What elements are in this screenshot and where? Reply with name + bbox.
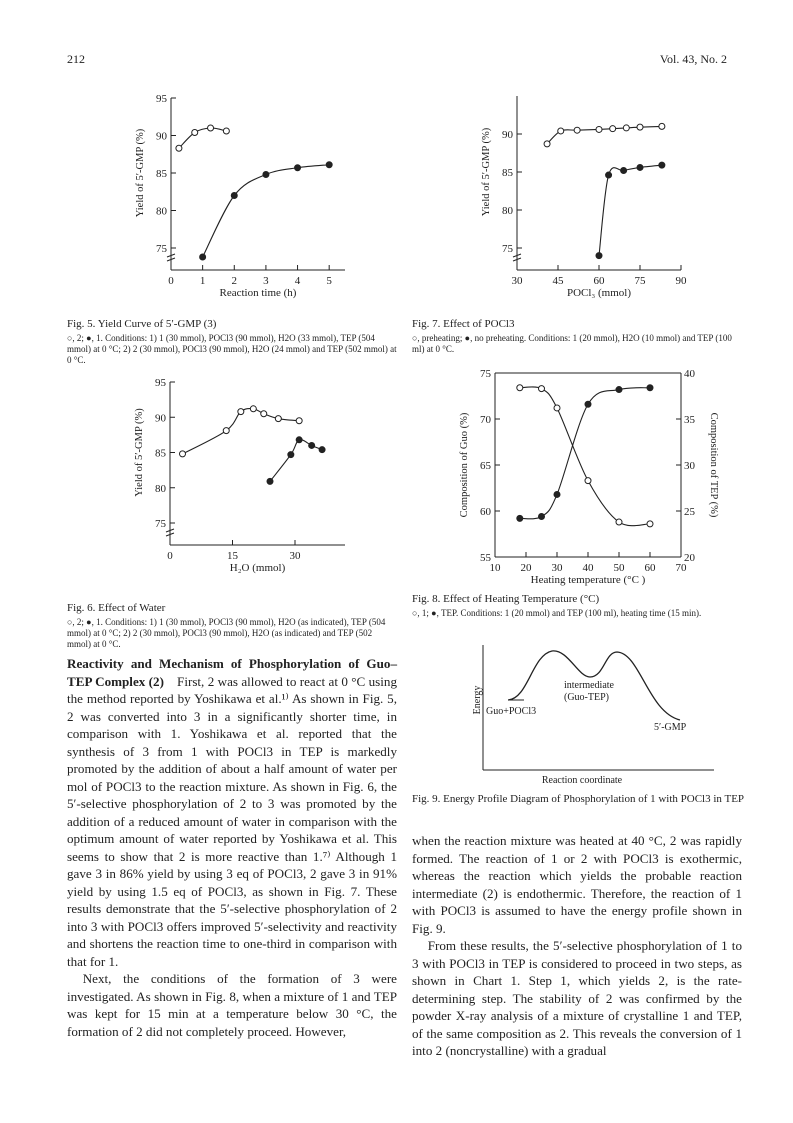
fig6-x-label: H₂O (mmol) [229,562,286,574]
fig5-ytick-label: 85 [156,168,167,180]
fig8-ytick-label: 65 [480,460,491,472]
fig6-xtick-label: 0 [167,550,173,562]
fig5-ytick-label: 75 [156,243,167,255]
fig6-ytick-label: 80 [155,482,166,495]
fig9-x-label: Reaction coordinate [541,775,623,786]
fig8-y2tick-label: 35 [684,414,695,426]
section-heading: Reactivity and Mechanism of Phosphorylation of Guo–TEP Complex (2) [67,656,397,689]
fig7-xtick-label: 45 [552,275,564,287]
fig8-xtick-label: 30 [551,562,563,574]
fig8-ytick-label: 70 [480,414,491,426]
fig8-y2tick-label: 40 [684,368,695,380]
fig5-ytick-label: 80 [156,205,167,218]
fig8-xtick-label: 10 [489,562,501,574]
fig5-caption-title: Fig. 5. Yield Curve of 5′-GMP (3) [67,318,217,330]
fig7-x-label: POCl₃ (mmol) [566,287,632,299]
fig8-xtick-label: 40 [582,562,594,574]
fig8-y2tick-label: 25 [684,506,695,518]
fig7-ytick-label: 90 [502,129,513,141]
fig5-xtick-label: 1 [199,275,206,287]
fig6-ytick-label: 95 [155,377,166,389]
fig5-xtick-label: 2 [231,275,238,287]
fig7-caption-body: ○, preheating; ●, no preheating. Conditions: 1 (20 mmol), H2O (10 mmol) and TEP (100 ml) at 0 °C. [412,333,732,354]
fig6-caption-body: ○, 2; ●, 1. Conditions: 1) 1 (30 mmol), POCl3 (90 mmol), H2O (as indicated), TEP (504 mmol) at 0 °C; 2) 2 (30 mmol), POCl3 (90 mmol), H2O (as indicated) and TEP (502 mmol) at 0 °C. [67,617,386,649]
fig9-label-intermediate: intermediate [564,680,614,691]
fig7-ytick-label: 85 [502,167,513,179]
fig5-xtick-label: 3 [263,275,269,287]
body-right-p1: when the reaction mixture was heated at 40 °C, 2 was rapidly formed. The reaction of 1 or 2 with POCl3 is exothermic, whereas the reaction which yields the probable reaction intermediate (2) is endothermic. Therefore, the reaction of 1 with POCl3 is assumed to have the energy profile shown in Fig. 9. [412,833,742,936]
fig7-ytick-label: 75 [502,243,513,255]
fig5-xtick-label: 5 [326,275,332,287]
fig6-ytick-label: 85 [155,447,166,460]
fig9-label-end: 5′-GMP [654,722,687,733]
fig7-y-label: Yield of 5′-GMP (%) [481,127,492,217]
fig7-xtick-label: 75 [634,275,646,287]
fig7-xtick-label: 60 [593,275,605,287]
fig8-x-label: Heating temperature (°C ) [530,574,646,586]
body-left-p1: First, 2 was allowed to react at 0 °C using the method reported by Yoshikawa et al.¹⁾ As shown in Fig. 5, 2 was converted into 3 in a significantly shorter time, in comparison with 1. Yoshikawa et al. reported that the synthesis of 3 from 1 with POCl3 in TEP is markedly promoted by the addition of about a half amount of water per mol of POCl3 to the reaction mixture. As shown in Fig. 6, the 5′-selective phosphorylation of 2 to 3 was promoted by the addition of a reduced amount of water in comparison with the optimum amount of water reported by Yoshikawa et al. This seems to show that 2 is more reactive than 1.⁷⁾ Although 1 gave 3 in 86% yield by using 3 eq of POCl3, 2 gave 3 in 91% yield by using 1.5 eq of POCl3, as shown in Fig. 7. These results demonstrate that the 5′-selective phosphorylation of 2 into 3 with POCl3 offers improved 5′-selectivity and reactivity and shortens the reaction time to one-third in comparison with that for 1. [67,673,397,969]
body-left-p2: Next, the conditions of the formation of 3 were investigated. As shown in Fig. 8, when a mixture of 1 and TEP was kept for 15 min at a temperature below 30 °C, the formation of 2 did not completely proceed. However, [67,971,397,1039]
fig9-caption-title: Fig. 9. Energy Profile Diagram of Phosphorylation of 1 with POCl3 in TEP [412,793,745,805]
fig7-xtick-label: 90 [675,275,687,287]
fig8-caption-title: Fig. 8. Effect of Heating Temperature (°C) [412,593,600,605]
fig5-xtick-label: 4 [294,275,301,287]
fig5-x-label: Reaction time (h) [219,287,297,299]
fig5-ytick-label: 90 [156,130,167,143]
page-number: 212 [67,52,85,66]
body-right-column [412,832,742,1060]
fig6-xtick-label: 15 [227,550,238,562]
fig6-xtick-label: 30 [289,550,301,562]
fig8-xtick-label: 20 [520,562,532,574]
fig8-xtick-label: 50 [613,562,625,574]
fig8-caption-body: ○, 1; ●, TEP. Conditions: 1 (20 mmol) and TEP (100 ml), heating time (15 min). [412,608,702,618]
fig7-ytick-label: 80 [502,205,513,217]
fig9-label-start: Guo+POCl3 [486,706,537,717]
journal-volume: Vol. 43, No. 2 [659,52,727,66]
fig8-y2tick-label: 20 [684,552,695,564]
fig5-xtick-label: 0 [168,275,174,287]
fig5-y-label: Yield of 5′-GMP (%) [135,128,146,218]
fig8-xtick-label: 70 [675,562,687,574]
fig8-y2tick-label: 30 [684,460,695,472]
fig8-ytick-label: 55 [480,552,491,564]
fig9-label-guo-tep: (Guo-TEP) [564,692,609,703]
fig8-y2-label: Composition of TEP (%) [708,412,719,518]
fig6-ytick-label: 90 [155,412,166,425]
fig7-caption-title: Fig. 7. Effect of POCl3 [412,318,515,330]
fig6-y-label: Yield of 5′-GMP (%) [134,408,145,497]
fig8-ytick-label: 60 [480,506,491,518]
fig8-xtick-label: 60 [644,562,656,574]
fig8-ytick-label: 75 [480,368,491,380]
fig5-ytick-label: 95 [156,93,167,105]
fig8-y-label: Composition of Guo (%) [459,412,470,518]
fig5-caption-body: ○, 2; ●, 1. Conditions: 1) 1 (30 mmol), POCl3 (90 mmol), H2O (33 mmol), TEP (504 mmol) at 0 °C; 2) 2 (30 mmol), POCl3 (90 mmol), H2O (24 mmol) and TEP (502 mmol) at 0 °C. [67,333,397,365]
fig7-xtick-label: 30 [511,275,523,287]
fig6-ytick-label: 75 [155,518,166,530]
fig6-caption-title: Fig. 6. Effect of Water [67,602,166,614]
fig9-y-label: Energy [472,685,483,715]
body-left-column [67,655,397,1040]
body-right-p2: From these results, the 5′-selective phosphorylation of 1 to 3 with POCl3 in TEP is considered to proceed in two steps, as shown in Chart 1. Step 1, which yields 2, is the rate-determining step. The stability of 2 was confirmed by the powder X-ray analysis of a mixture of crystalline 1 and TEP, of the same composition as 2. This reveals the conversion of 1 into 2 (noncrystalline) with a gradual [412,938,742,1058]
